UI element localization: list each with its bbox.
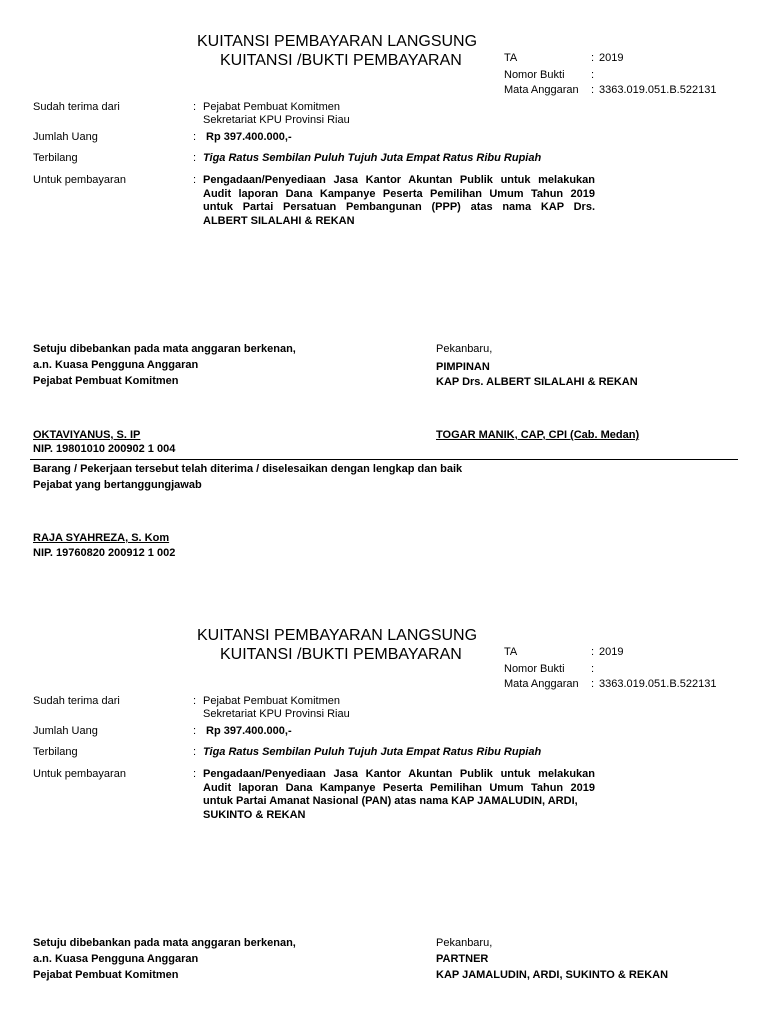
- field-terbilang-value: Tiga Ratus Sembilan Puluh Tujuh Juta Empat Ratus Ribu Rupiah: [203, 152, 542, 164]
- field-terbilang-label: Terbilang: [33, 746, 78, 758]
- untuk-line2: Audit laporan Dana Kampanye Peserta Pemilihan Umum Tahun 2019: [203, 781, 595, 794]
- field-sudah-terima-label: Sudah terima dari: [33, 695, 120, 707]
- field-colon: :: [193, 746, 197, 758]
- meta-mata-anggaran-value: 3363.019.051.B.522131: [599, 84, 717, 96]
- meta-colon: :: [591, 663, 595, 675]
- field-untuk-label: Untuk pembayaran: [33, 174, 126, 186]
- meta-mata-anggaran-value: 3363.019.051.B.522131: [599, 678, 717, 690]
- untuk-line4: SUKINTO & REKAN: [203, 808, 306, 821]
- field-untuk-value: [203, 174, 595, 228]
- receipt-title-line1: KUITANSI PEMBAYARAN LANGSUNG: [197, 33, 478, 50]
- approval-place: Pekanbaru,: [436, 937, 493, 949]
- receipt-title-line2: KUITANSI /BUKTI PEMBAYARAN: [220, 646, 462, 663]
- untuk-line4: ALBERT SILALAHI & REKAN: [203, 214, 355, 227]
- field-sudah-terima-line2: Sekretariat KPU Provinsi Riau: [203, 708, 350, 720]
- approval-line2: a.n. Kuasa Pengguna Anggaran: [33, 359, 199, 371]
- field-jumlah-value: Rp 397.400.000,-: [206, 131, 292, 143]
- received-line2: Pejabat yang bertanggungjawab: [33, 479, 202, 491]
- field-colon: :: [193, 152, 197, 164]
- field-colon: :: [193, 695, 197, 707]
- field-untuk-value: [203, 768, 595, 822]
- untuk-line1: Pengadaan/Penyediaan Jasa Kantor Akuntan Publik untuk melakukan: [203, 768, 595, 780]
- field-sudah-terima-label: Sudah terima dari: [33, 101, 120, 113]
- approval-line3: Pejabat Pembuat Komitmen: [33, 375, 179, 387]
- field-colon: :: [193, 725, 197, 737]
- received-signer-nip: NIP. 19760820 200912 1 002: [33, 547, 176, 559]
- field-terbilang-value: Tiga Ratus Sembilan Puluh Tujuh Juta Empat Ratus Ribu Rupiah: [203, 746, 542, 758]
- approval-firm: KAP JAMALUDIN, ARDI, SUKINTO & REKAN: [436, 969, 669, 981]
- meta-ta-value: 2019: [599, 646, 624, 658]
- signer-left-nip: NIP. 19801010 200902 1 004: [33, 443, 176, 455]
- receipt-title-line2: KUITANSI /BUKTI PEMBAYARAN: [220, 52, 462, 69]
- approval-role: PARTNER: [436, 953, 489, 965]
- meta-colon: :: [591, 69, 595, 81]
- approval-place: Pekanbaru,: [436, 343, 493, 355]
- meta-mata-anggaran-label: Mata Anggaran: [504, 84, 579, 96]
- meta-ta-value: 2019: [599, 52, 624, 64]
- field-jumlah-label: Jumlah Uang: [33, 131, 98, 143]
- field-jumlah-label: Jumlah Uang: [33, 725, 98, 737]
- approval-firm: KAP Drs. ALBERT SILALAHI & REKAN: [436, 376, 638, 388]
- field-sudah-terima-line2: Sekretariat KPU Provinsi Riau: [203, 114, 350, 126]
- approval-line1: Setuju dibebankan pada mata anggaran berkenan,: [33, 937, 296, 949]
- meta-nomor-bukti-label: Nomor Bukti: [504, 663, 565, 675]
- receipt-title-line1: KUITANSI PEMBAYARAN LANGSUNG: [197, 627, 478, 644]
- received-line1: Barang / Pekerjaan tersebut telah diterima / diselesaikan dengan lengkap dan baik: [33, 463, 463, 475]
- meta-ta-label: TA: [504, 52, 518, 64]
- approval-line1: Setuju dibebankan pada mata anggaran berkenan,: [33, 343, 296, 355]
- meta-colon: :: [591, 52, 595, 64]
- meta-mata-anggaran-label: Mata Anggaran: [504, 678, 579, 690]
- divider-line: [30, 459, 738, 460]
- approval-line3: Pejabat Pembuat Komitmen: [33, 969, 179, 981]
- meta-nomor-bukti-label: Nomor Bukti: [504, 69, 565, 81]
- field-jumlah-value: Rp 397.400.000,-: [206, 725, 292, 737]
- untuk-line2: Audit laporan Dana Kampanye Peserta Pemilihan Umum Tahun 2019: [203, 187, 595, 200]
- untuk-line3: untuk Partai Persatuan Pembangunan (PPP) atas nama KAP Drs.: [203, 201, 595, 213]
- receipt-2: [0, 594, 768, 1024]
- meta-colon: :: [591, 84, 595, 96]
- signer-left-name: OKTAVIYANUS, S. IP: [33, 429, 141, 441]
- meta-ta-label: TA: [504, 646, 518, 658]
- field-sudah-terima-line1: Pejabat Pembuat Komitmen: [203, 695, 340, 707]
- meta-colon: :: [591, 678, 595, 690]
- field-colon: :: [193, 174, 197, 186]
- field-untuk-label: Untuk pembayaran: [33, 768, 126, 780]
- meta-colon: :: [591, 646, 595, 658]
- signer-right-name: TOGAR MANIK, CAP, CPI (Cab. Medan): [436, 429, 640, 441]
- untuk-line3: untuk Partai Amanat Nasional (PAN) atas nama KAP JAMALUDIN, ARDI,: [203, 795, 578, 807]
- field-colon: :: [193, 101, 197, 113]
- field-terbilang-label: Terbilang: [33, 152, 78, 164]
- field-colon: :: [193, 131, 197, 143]
- received-signer-name: RAJA SYAHREZA, S. Kom: [33, 532, 170, 544]
- field-sudah-terima-line1: Pejabat Pembuat Komitmen: [203, 101, 340, 113]
- approval-role: PIMPINAN: [436, 361, 490, 373]
- field-colon: :: [193, 768, 197, 780]
- approval-line2: a.n. Kuasa Pengguna Anggaran: [33, 953, 199, 965]
- untuk-line1: Pengadaan/Penyediaan Jasa Kantor Akuntan Publik untuk melakukan: [203, 174, 595, 186]
